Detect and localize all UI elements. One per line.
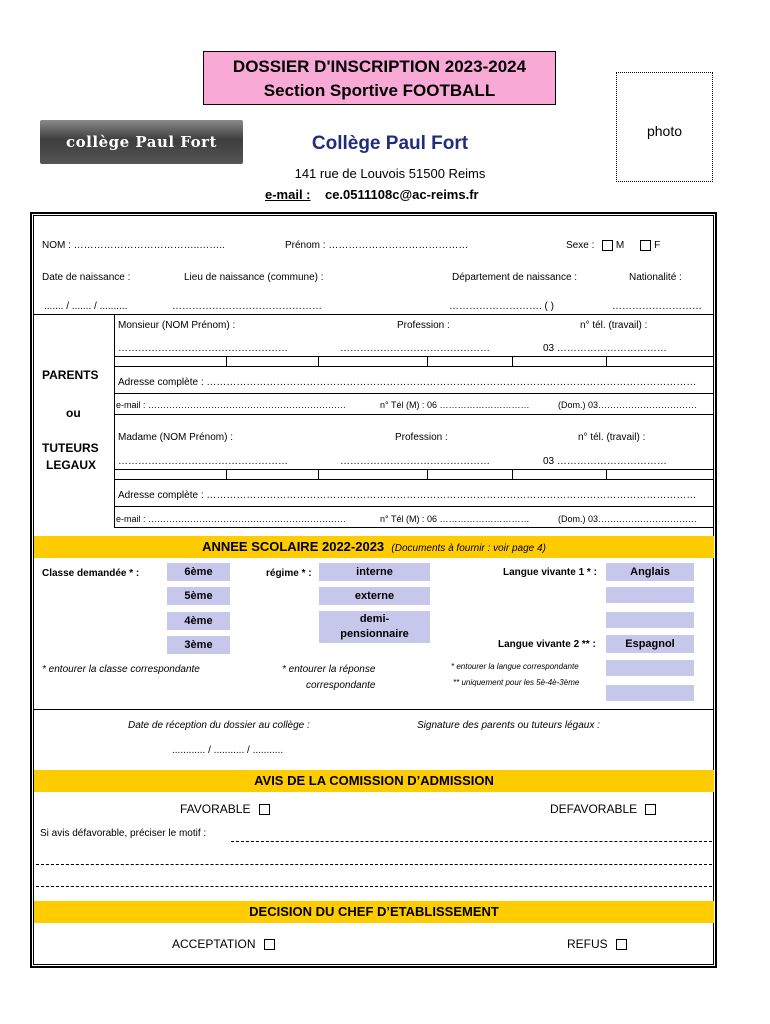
sexe-m-checkbox[interactable] (602, 240, 613, 251)
monsieur-label: Monsieur (NOM Prénom) : (118, 320, 236, 331)
form-title-line2: Section Sportive FOOTBALL (263, 81, 496, 100)
tel-travail-label-1: n° tél. (travail) : (580, 320, 648, 331)
annee-note: (Documents à fournir : voir page 4) (391, 543, 546, 554)
note-regime-2: correspondante (306, 680, 376, 691)
school-address: 141 rue de Louvois 51500 Reims (294, 166, 486, 181)
avis-band (34, 770, 714, 792)
regime-demi-line2: pensionnaire (340, 628, 409, 640)
madame-name-field[interactable]: …………………………………………… (118, 456, 288, 467)
departement-field[interactable]: ………………………. ( ) (449, 301, 554, 312)
email-label: e-mail : (265, 187, 311, 202)
note-langue-1: * entourer la langue correspondante (451, 662, 579, 671)
note-langue-2: ** uniquement pour les 5è-4è-3ème (453, 678, 580, 687)
sexe-field (566, 240, 660, 251)
annee-band-title (34, 536, 714, 560)
regime-demi-pensionnaire[interactable] (319, 611, 430, 643)
departement-label: Département de naissance : (452, 272, 578, 283)
lv1-option-3[interactable] (606, 612, 694, 628)
tel-m-field-1[interactable]: n° Tél (M) : 06 ………………………… (380, 400, 530, 410)
regime-demi-line1: demi- (359, 613, 390, 625)
lv2-option-2[interactable] (606, 660, 694, 676)
form-title-line1: DOSSIER D'INSCRIPTION 2023-2024 (232, 57, 527, 76)
madame-profession-field[interactable]: ……………………………………… (340, 456, 490, 467)
school-email (265, 187, 525, 202)
favorable-option (180, 802, 270, 816)
nom-field[interactable]: NOM : ………………………………..…….. (42, 240, 225, 251)
monsieur-tel-field[interactable]: 03 …………………………… (543, 343, 667, 354)
favorable-checkbox[interactable] (259, 804, 270, 815)
classe-6eme[interactable]: 6ème (167, 563, 230, 581)
regime-externe[interactable]: externe (319, 587, 430, 605)
tel-dom-field-2[interactable]: (Dom.) 03…………………………… (558, 514, 698, 524)
sexe-f-checkbox[interactable] (640, 240, 651, 251)
lv1-label: Langue vivante 1 * : (503, 567, 597, 578)
nationalite-label: Nationalité : (629, 272, 682, 283)
defavorable-checkbox[interactable] (645, 804, 656, 815)
date-naissance-field[interactable]: ....... / ....... / .......... (44, 301, 128, 312)
tel-dom-field-1[interactable]: (Dom.) 03…………………………… (558, 400, 698, 410)
photo-box (616, 72, 713, 182)
monsieur-name-field[interactable]: …………………………………………… (118, 343, 288, 354)
decision-band (34, 901, 714, 923)
classe-label: Classe demandée * : (42, 568, 140, 579)
lieu-naissance-label: Lieu de naissance (commune) : (184, 272, 324, 283)
tuteurs-label: TUTEURS (42, 441, 99, 455)
note-regime-1: * entourer la réponse (282, 664, 376, 675)
acceptation-checkbox[interactable] (264, 939, 275, 950)
lv2-option-3[interactable] (606, 685, 694, 701)
legaux-label: LEGAUX (46, 458, 97, 472)
annee-title: ANNEE SCOLAIRE 2022-2023 (202, 539, 385, 554)
decision-title: DECISION DU CHEF D’ETABLISSEMENT (249, 904, 499, 919)
refus-checkbox[interactable] (616, 939, 627, 950)
lv2-espagnol[interactable]: Espagnol (606, 635, 694, 653)
annee-band (34, 536, 714, 558)
school-name: Collège Paul Fort (311, 133, 469, 154)
signature-label: Signature des parents ou tuteurs légaux : (417, 720, 600, 731)
motif-line-3[interactable] (36, 886, 712, 887)
lieu-naissance-field[interactable]: ……………………………………… (172, 301, 322, 312)
refus-option (567, 937, 627, 951)
sexe-f-label: F (654, 240, 661, 252)
avis-title: AVIS DE LA COMISSION D’ADMISSION (254, 773, 494, 788)
classe-5eme[interactable]: 5ème (167, 587, 230, 605)
date-naissance-label: Date de naissance : (42, 272, 131, 283)
lv1-option-2[interactable] (606, 587, 694, 603)
classe-3eme[interactable]: 3ème (167, 636, 230, 654)
lv1-anglais[interactable]: Anglais (606, 563, 694, 581)
sexe-label: Sexe : (566, 240, 595, 252)
favorable-label: FAVORABLE (180, 802, 251, 816)
lv2-label: Langue vivante 2 ** : (498, 639, 596, 650)
motif-line-2[interactable] (36, 864, 712, 865)
acceptation-label: ACCEPTATION (172, 937, 256, 951)
regime-interne[interactable]: interne (319, 563, 430, 581)
ou-label: ou (66, 406, 81, 420)
tel-m-field-2[interactable]: n° Tél (M) : 06 ………………………… (380, 514, 530, 524)
prenom-field[interactable]: Prénom : …………………………………… (285, 240, 469, 251)
school-logo: collège Paul Fort (40, 120, 243, 164)
monsieur-profession-field[interactable]: ……………………………………… (340, 343, 490, 354)
acceptation-option (172, 937, 275, 951)
motif-line-1[interactable] (231, 841, 712, 842)
profession-label-2: Profession : (395, 432, 448, 443)
reception-date-field[interactable]: ............ / ........... / ........... (172, 745, 284, 756)
defavorable-label: DEFAVORABLE (550, 802, 638, 816)
note-classe: * entourer la classe correspondante (42, 664, 200, 675)
sexe-m-label: M (615, 240, 625, 252)
photo-label: photo (646, 123, 683, 139)
regime-label: régime * : (266, 568, 312, 579)
nationalite-field[interactable]: ……………………… (612, 301, 702, 312)
adresse-field-2[interactable]: Adresse complète : ………………………………………………………………………………………………………………………………… (118, 490, 697, 501)
profession-label-1: Profession : (397, 320, 450, 331)
classe-4eme[interactable]: 4ème (167, 612, 230, 630)
reception-date-label: Date de réception du dossier au collège : (128, 720, 310, 731)
email-field-2[interactable]: e-mail : ………………………………………………………… (116, 514, 347, 524)
parents-label: PARENTS (42, 368, 99, 382)
motif-label: Si avis défavorable, préciser le motif : (40, 828, 207, 839)
adresse-field-1[interactable]: Adresse complète : ………………………………………………………………………………………………………………………………… (118, 377, 697, 388)
email-field-1[interactable]: e-mail : ………………………………………………………… (116, 400, 347, 410)
refus-label: REFUS (567, 937, 608, 951)
madame-tel-field[interactable]: 03 …………………………… (543, 456, 667, 467)
email-value[interactable]: ce.0511108c@ac-reims.fr (324, 187, 479, 202)
defavorable-option (550, 802, 656, 816)
tel-travail-label-2: n° tél. (travail) : (578, 432, 646, 443)
madame-label: Madame (NOM Prénom) : (118, 432, 234, 443)
form-title-box (203, 51, 556, 105)
